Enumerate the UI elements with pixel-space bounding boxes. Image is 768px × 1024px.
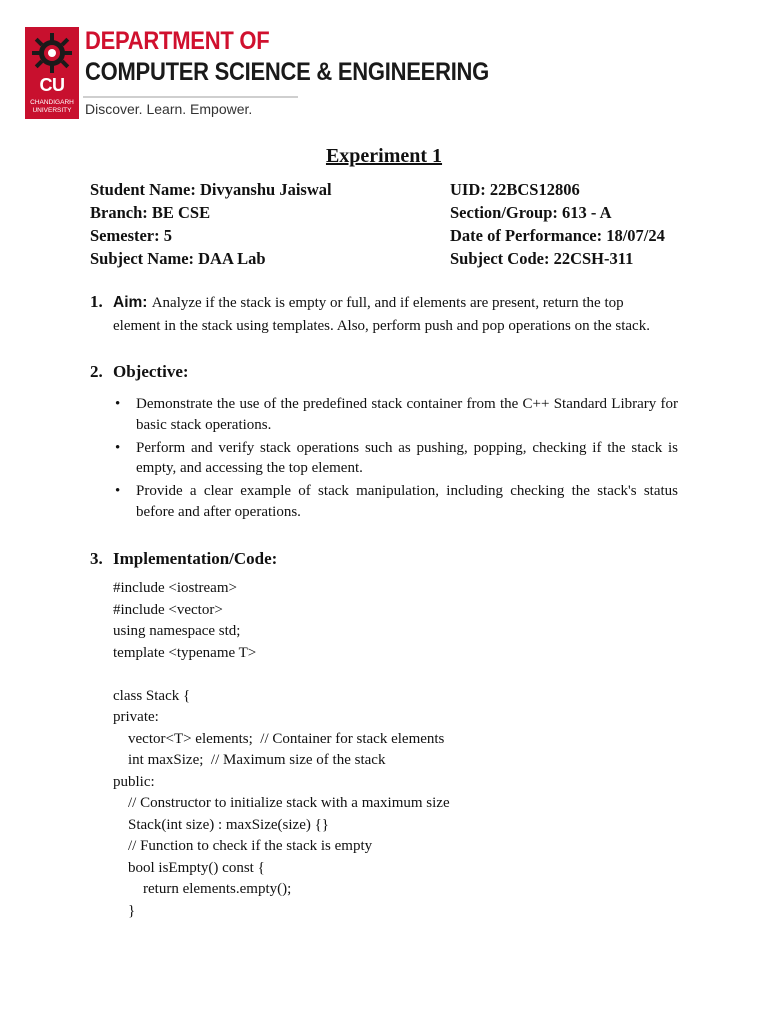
logo-abbreviation: CU (39, 75, 65, 95)
objective-label: Objective: (113, 362, 189, 381)
info-row (90, 226, 690, 249)
student-uid: UID: 22BCS12806 (450, 180, 580, 199)
department-title-line1: DEPARTMENT OF (85, 27, 270, 55)
branch: Branch: BE CSE (90, 203, 211, 222)
semester: Semester: 5 (90, 226, 173, 245)
subject-name: Subject Name: DAA Lab (90, 249, 266, 268)
objective-heading (90, 362, 189, 382)
code-block: #include <iostream> #include <vector> using namespace std; template <typename T> class Stack { private: vector<T> elements; // Container for stack elements int maxSize; // Maximum size of the stack public: // Constructor to initialize stack with a maximum size Stack(int size) : maxSize(size) {} // Function to check if the stack is empty bool isEmpty() const { return elements.empty(); } (113, 580, 450, 919)
header-divider (83, 96, 298, 98)
objective-list (113, 394, 678, 525)
implementation-number: 3. (90, 549, 103, 568)
info-row (90, 180, 690, 203)
date-of-performance: Date of Performance: 18/07/24 (450, 226, 665, 245)
subject-code: Subject Code: 22CSH-311 (450, 249, 634, 268)
experiment-title (0, 145, 768, 168)
list-item: • Perform and verify stack operations such as pushing, popping, checking if the stack is empty, and accessing the top element. (113, 438, 678, 479)
info-row (90, 203, 690, 226)
objective-number: 2. (90, 362, 103, 381)
experiment-title-text: Experiment 1 (325, 145, 443, 167)
department-header (25, 27, 490, 122)
department-title-line2: COMPUTER SCIENCE & ENGINEERING (85, 58, 490, 86)
aim-number: 1. (90, 292, 103, 311)
aim-heading (90, 292, 624, 312)
info-row (90, 249, 690, 272)
university-logo (25, 27, 79, 119)
university-tagline: Discover. Learn. Empower. (85, 101, 253, 117)
section-group: Section/Group: 613 - A (450, 203, 612, 222)
student-info (90, 180, 690, 272)
list-item: • Provide a clear example of stack manipulation, including checking the stack's status before and after operations. (113, 481, 678, 522)
list-item: • Demonstrate the use of the predefined stack container from the C++ Standard Library for basic stack operations. (113, 394, 678, 435)
student-name: Student Name: Divyanshu Jaiswal (90, 180, 332, 199)
implementation-heading (90, 549, 277, 569)
aim-text-line1: Analyze if the stack is empty or full, and if elements are present, return the top (151, 295, 624, 311)
logo-university-name: CHANDIGARH UNIVERSITY (30, 99, 74, 114)
aim-label: Aim: (113, 294, 148, 311)
aim-text-line2: element in the stack using templates. Also, perform push and pop operations on the stack. (113, 318, 650, 334)
implementation-label: Implementation/Code: (113, 549, 278, 568)
gear-emblem-icon (29, 31, 75, 75)
